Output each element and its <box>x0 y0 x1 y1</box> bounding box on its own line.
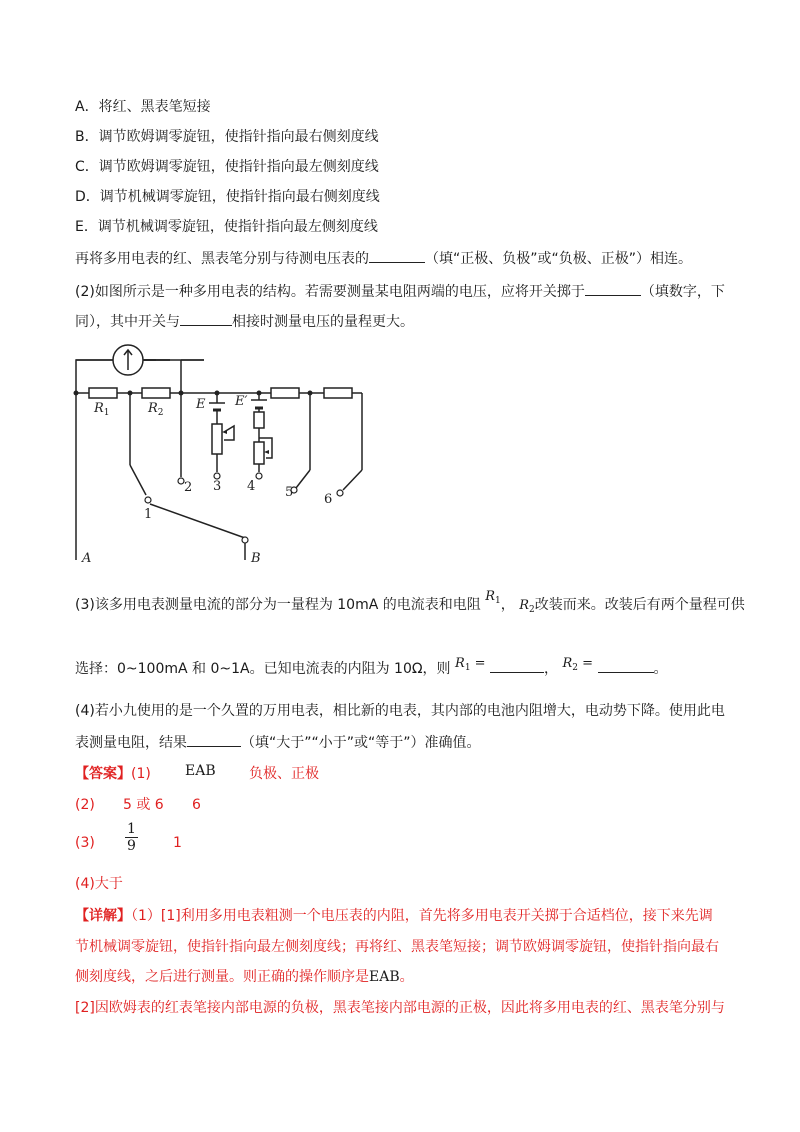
q3-blank-r1 <box>490 658 544 673</box>
answer-2-num: (2) <box>75 797 95 813</box>
terminal-6 <box>337 490 343 496</box>
label-e-prime: E′ <box>235 394 248 409</box>
answer-3-num: (3) <box>75 835 95 851</box>
q4-line2-before: 表测量电阻，结果 <box>75 735 187 751</box>
label-terminal-4: 4 <box>247 479 256 494</box>
detail-line-2: 节机械调零旋钮，使指针指向最左侧刻度线；再将红、黑表笔短接；调节欧姆调零旋钮，使指针指向最右 <box>75 939 719 955</box>
q2-line2 <box>75 311 414 332</box>
resistor-symbol-3 <box>271 388 299 398</box>
terminal-b <box>242 537 248 543</box>
q1-tail-line <box>75 248 692 269</box>
answer-line-4: (4)大于 <box>75 876 123 892</box>
q3-r1-symbol: $R_1$ <box>485 589 501 606</box>
q2-line2-before: 同），其中开关与 <box>75 314 180 330</box>
answer-3-fraction: $\frac{1}{9}$ <box>127 821 136 854</box>
q2-blank-1 <box>585 281 641 296</box>
label-terminal-5: 5 <box>285 485 294 500</box>
q3-line1-after: 改装而来。改装后有两个量程可供 <box>534 597 745 613</box>
rheostat-4-symbol <box>254 442 264 464</box>
detail-line-3-value: EAB <box>369 969 400 985</box>
answer-label: 【答案】 <box>75 766 131 782</box>
answer-1-value: EAB <box>185 763 216 779</box>
q3-comma: ， <box>500 597 515 613</box>
q4-line2-after: （填“大于”“小于”或“等于”）准确值。 <box>241 735 481 751</box>
q4-line2 <box>75 732 481 753</box>
q3-line2 <box>75 658 668 684</box>
option-a: A．将红、黑表笔短接 <box>75 99 211 115</box>
rheostat-3-symbol <box>212 424 222 454</box>
option-d: D．调节机械调零旋钮，使指针指向最右侧刻度线 <box>75 189 380 205</box>
resistor-r1-symbol <box>89 388 117 398</box>
option-e: E．调节机械调零旋钮，使指针指向最左侧刻度线 <box>75 219 378 235</box>
q2-line1-after: （填数字，下 <box>640 284 725 300</box>
q3-eq1: $R_1$ = <box>455 656 486 673</box>
q2-line1 <box>75 281 725 302</box>
terminal-1 <box>145 497 151 503</box>
answer-line-1 <box>75 763 319 784</box>
q3-eq2: $R_2$ = <box>562 656 594 673</box>
detail-line-1 <box>75 906 713 926</box>
q1-answer-blank <box>369 248 425 263</box>
q2-line2-after: 相接时测量电压的量程更大。 <box>232 314 414 330</box>
resistor-symbol-4 <box>324 388 352 398</box>
label-r1: $R_1$ <box>94 401 110 418</box>
multimeter-circuit-diagram <box>60 330 390 580</box>
answer-2-value-2: 6 <box>192 797 201 813</box>
option-c: C．调节欧姆调零旋钮，使指针指向最左侧刻度线 <box>75 159 379 175</box>
answer-1-num: (1) <box>131 766 151 782</box>
q1-tail-after: （填“正极、负极”或“负极、正极”）相连。 <box>425 251 693 267</box>
label-r2: $R_2$ <box>148 401 164 418</box>
q3-line1 <box>75 589 745 620</box>
label-terminal-3: 3 <box>213 479 222 494</box>
answer-3-value-2: 1 <box>173 835 182 851</box>
answer-2-value: 5 或 6 <box>123 797 164 813</box>
q3-blank-r2 <box>598 658 654 673</box>
q3-r2-symbol: $R_2$ <box>519 598 535 615</box>
label-terminal-2: 2 <box>184 480 193 495</box>
q3-separator: ， <box>544 661 559 677</box>
answer-line-2 <box>75 795 201 815</box>
label-terminal-1: 1 <box>144 507 153 522</box>
terminal-4 <box>256 473 262 479</box>
q4-line1: (4)若小九使用的是一个久置的万用电表，相比新的电表，其内部的电池内阻增大，电动势下降。使用此电 <box>75 703 725 719</box>
detail-line-1-text: （1）[1]利用多用电表粗测一个电压表的内阻，首先将多用电表开关掷于合适档位，接下来先调 <box>131 908 713 924</box>
detail-line-3-after: 。 <box>399 969 414 985</box>
q3-line1-before: (3)该多用电表测量电流的部分为一量程为 10mA 的电流表和电阻 <box>75 597 481 613</box>
label-terminal-6: 6 <box>324 492 333 507</box>
label-e: E <box>196 397 206 412</box>
q3-end: 。 <box>653 661 668 677</box>
detail-label: 【详解】 <box>75 908 131 924</box>
q3-line2-before: 选择：0~100mA 和 0~1A。已知电流表的内阻为 10Ω，则 <box>75 661 451 677</box>
label-a: A <box>82 551 92 566</box>
resistor-e-prime-series <box>254 412 264 428</box>
detail-line-3-before: 侧刻度线，之后进行测量。则正确的操作顺序是 <box>75 969 369 985</box>
q2-line1-before: (2)如图所示是一种多用电表的结构。若需要测量某电阻两端的电压，应将开关掷于 <box>75 284 585 300</box>
detail-line-4: [2]因欧姆表的红表笔接内部电源的负极，黑表笔接内部电源的正极，因此将多用电表的红、黑表笔分别与 <box>75 1000 725 1016</box>
answer-line-3 <box>75 821 182 854</box>
q4-blank <box>187 732 241 747</box>
resistor-r2-symbol <box>142 388 170 398</box>
option-b: B．调节欧姆调零旋钮，使指针指向最右侧刻度线 <box>75 129 379 145</box>
detail-line-3 <box>75 967 414 987</box>
q2-blank-2 <box>180 311 232 326</box>
q1-tail-before: 再将多用电表的红、黑表笔分别与待测电压表的 <box>75 251 369 267</box>
answer-1-value-2: 负极、正极 <box>249 766 319 782</box>
label-b: B <box>251 551 261 566</box>
